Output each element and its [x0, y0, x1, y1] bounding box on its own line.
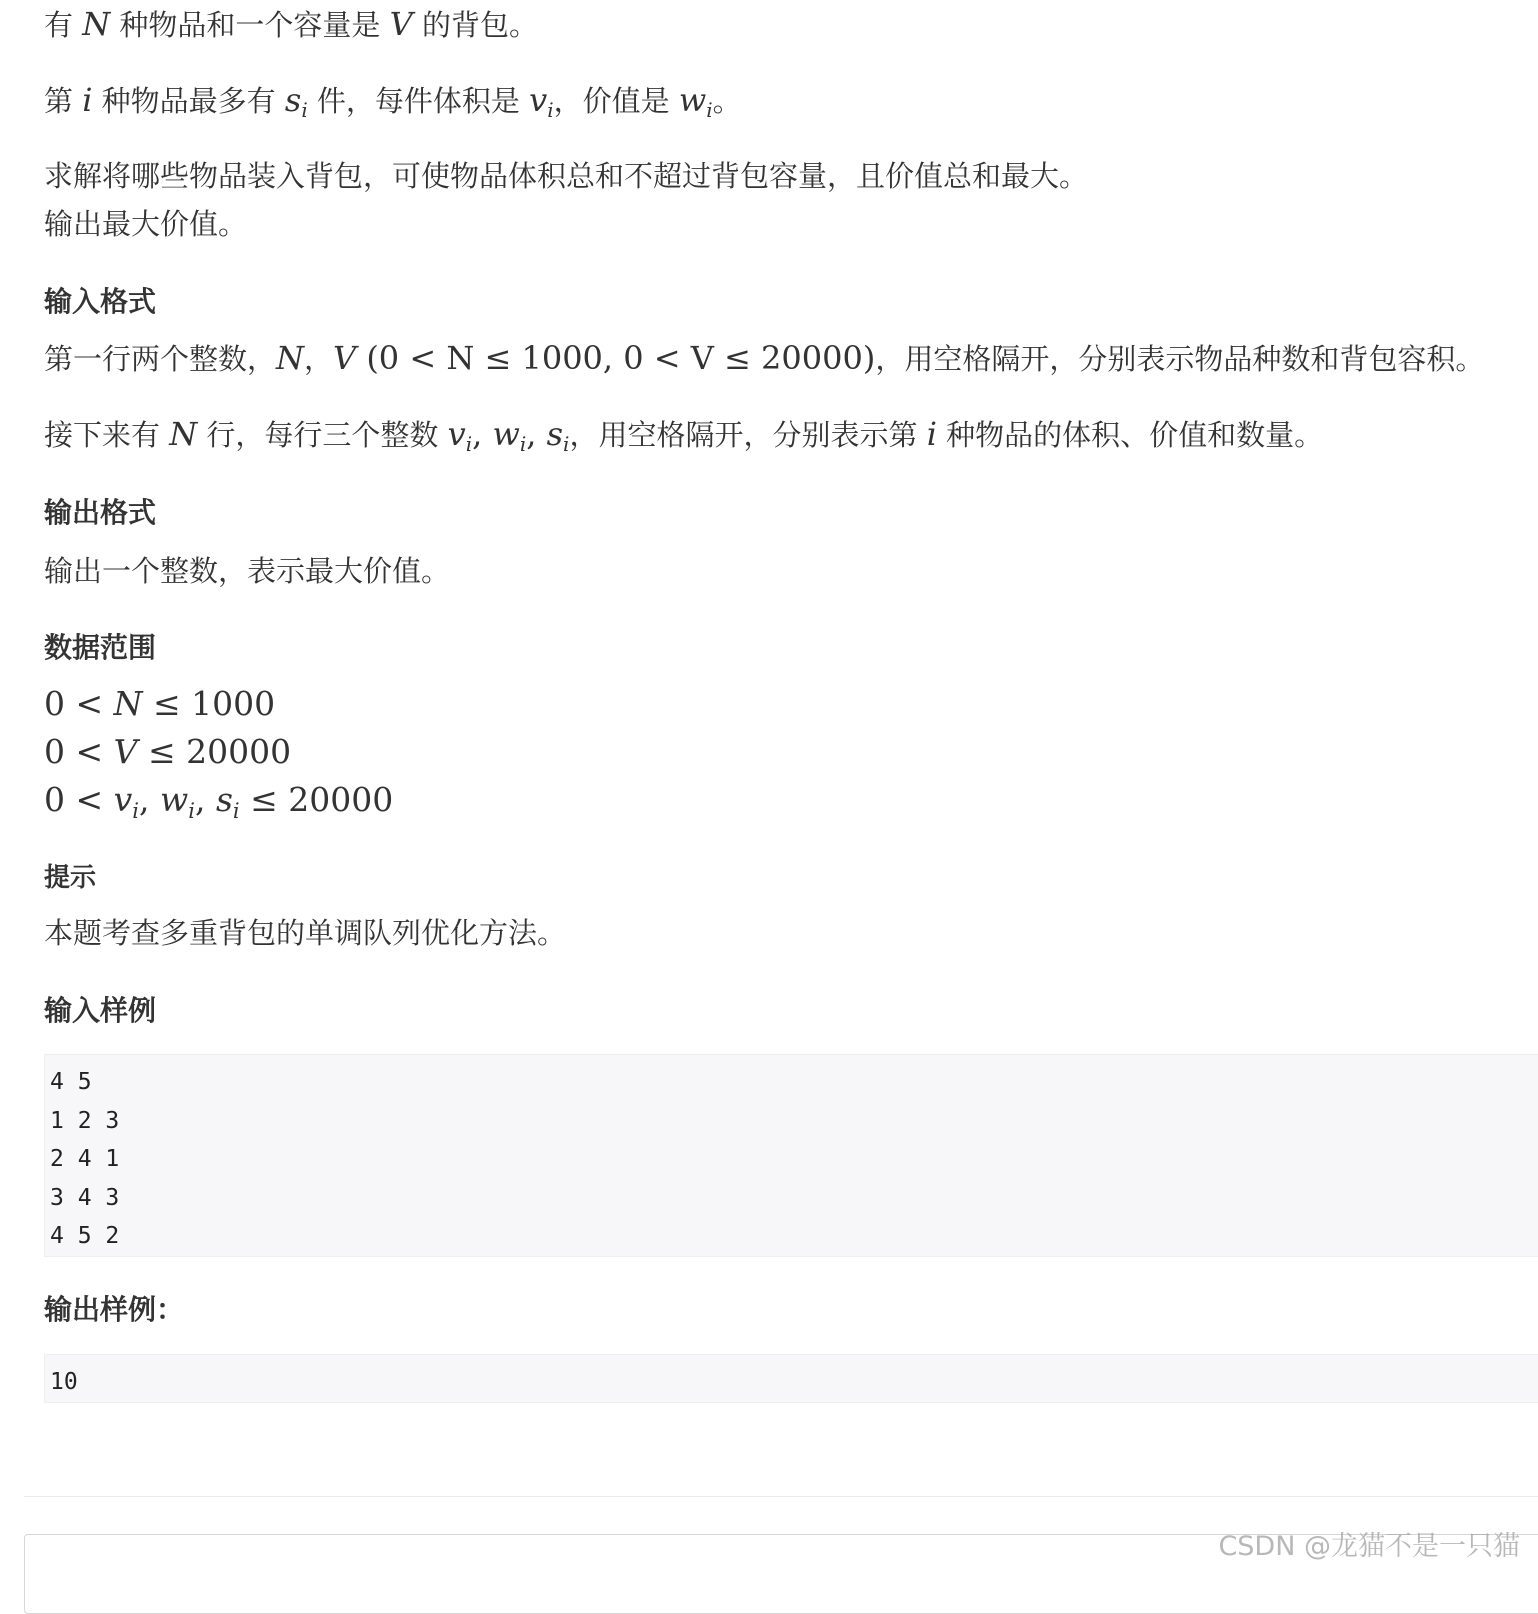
input-format-line-1 [44, 340, 1484, 377]
math-var-s: s [215, 780, 233, 819]
math-separator: , [526, 415, 547, 453]
sample-input-heading: 输入样例 [44, 994, 157, 1027]
data-range-heading: 数据范围 [44, 631, 157, 664]
math-var-n: N [276, 339, 305, 377]
text: 有 [44, 8, 83, 42]
input-format-line-2 [44, 416, 1323, 462]
math-var-v: V [113, 732, 138, 771]
math-var-n: N [113, 684, 143, 723]
math-var-v: v [529, 81, 548, 119]
math-subscript: i [188, 799, 195, 823]
math-var-v: V [389, 5, 413, 43]
code-line: 4 5 2 [50, 1223, 120, 1250]
math-subscript: i [547, 98, 554, 122]
text: ，价值是 [553, 84, 679, 118]
math-var-i: i [82, 81, 93, 119]
math-subscript: i [563, 432, 570, 456]
text: 行，每行三个整数 [197, 418, 448, 452]
math-separator: , [139, 780, 160, 819]
math-subscript: i [465, 432, 473, 456]
text: 。 [712, 84, 742, 118]
math-var-i: i [926, 415, 937, 453]
math-var-w: w [160, 780, 189, 819]
text: 种物品和一个容量是 [110, 8, 390, 42]
data-range-vws [44, 780, 393, 831]
hint-heading: 提示 [44, 863, 97, 893]
section-divider [24, 1496, 1538, 1497]
input-format-heading: 输入格式 [44, 285, 157, 318]
math-text: ≤ 20000 [137, 732, 292, 771]
code-line: 2 4 1 [50, 1146, 120, 1173]
code-line: 3 4 3 [50, 1184, 120, 1211]
code-line: 1 2 3 [50, 1107, 120, 1134]
intro-paragraph-3-line-2: 输出最大价值。 [44, 207, 248, 241]
text: ， [304, 342, 334, 376]
math-subscript: i [301, 98, 308, 122]
sample-output-heading: 输出样例： [44, 1293, 185, 1326]
hint-text: 本题考查多重背包的单调队列优化方法。 [44, 916, 567, 950]
math-separator: , [472, 415, 493, 453]
text: 的背包。 [412, 8, 538, 42]
math-var-w: w [678, 81, 707, 119]
text: 接下来有 [44, 418, 170, 452]
sample-input-code [44, 1054, 1538, 1257]
math-subscript: i [232, 799, 240, 823]
intro-paragraph-1 [44, 6, 538, 43]
code-line: 4 5 [50, 1069, 92, 1095]
math-var-w: w [492, 415, 520, 453]
math-var-v: v [447, 415, 466, 453]
math-subscript: i [519, 432, 527, 456]
math-var-n: N [82, 5, 111, 43]
text: 种物品最多有 [92, 84, 285, 118]
math-var-s: s [546, 415, 564, 453]
math-subscript: i [706, 98, 713, 122]
math-text: 0 < [44, 732, 114, 771]
output-format-heading: 输出格式 [44, 496, 157, 529]
output-format-text: 输出一个整数，表示最大价值。 [44, 554, 451, 588]
csdn-watermark: CSDN @龙猫不是一只猫 [1218, 1531, 1520, 1562]
text: ，用空格隔开，分别表示物品种数和背包容积。 [875, 342, 1485, 376]
data-range-n [44, 684, 275, 724]
math-text: 0 < [44, 684, 114, 723]
math-text: ≤ 20000 [239, 780, 394, 819]
math-var-v: V [333, 339, 357, 377]
math-subscript: i [132, 799, 140, 823]
text: 件，每件体积是 [307, 84, 530, 118]
data-range-v [44, 732, 291, 772]
math-var-v: v [113, 780, 133, 819]
intro-paragraph-3-line-1: 求解将哪些物品装入背包，可使物品体积总和不超过背包容量，且价值总和最大。 [44, 159, 1089, 193]
math-text: ≤ 1000 [142, 684, 276, 723]
intro-paragraph-2 [44, 82, 742, 128]
math-var-s: s [284, 81, 302, 119]
text: 第一行两个整数， [44, 342, 277, 376]
math-text: 0 < [44, 780, 114, 819]
text: ，用空格隔开，分别表示第 [569, 418, 927, 452]
math-var-n: N [169, 415, 198, 453]
sample-output-code [44, 1354, 1538, 1403]
math-condition: (0 < N ≤ 1000, 0 < V ≤ 20000) [356, 339, 876, 377]
math-separator: , [194, 780, 216, 819]
text: 第 [44, 84, 83, 118]
text: 种物品的体积、价值和数量。 [936, 418, 1324, 452]
code-line: 10 [50, 1369, 78, 1395]
